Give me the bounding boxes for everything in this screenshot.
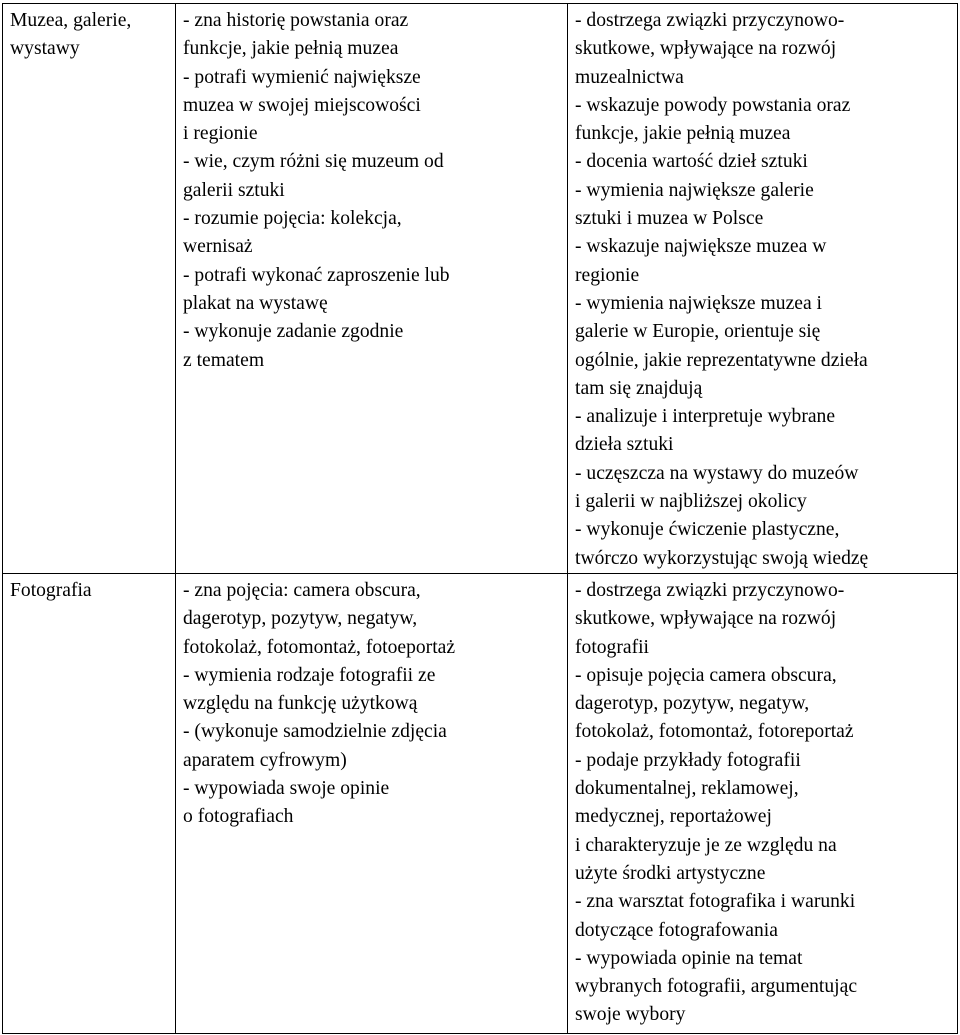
text-line: - wykonuje zadanie zgodnie <box>183 321 404 343</box>
text-line: wernisaż <box>183 236 253 258</box>
text-line: - potrafi wymienić największe <box>183 66 421 88</box>
topic-line: Fotografia <box>10 580 92 601</box>
text-line: o fotografiach <box>183 806 294 828</box>
text-line: - zna warsztat fotografika i warunki <box>575 891 856 913</box>
text-line: i regionie <box>183 123 258 145</box>
table-row <box>3 574 958 1034</box>
text-line: i charakteryzuje je ze względu na <box>575 834 837 856</box>
text-line: - rozumie pojęcia: kolekcja, <box>183 208 402 230</box>
text-line: dagerotyp, pozytyw, negatyw, <box>183 608 418 630</box>
text-line: i galerii w najbliższej okolicy <box>575 491 807 513</box>
text-line: dotyczące fotografowania <box>575 919 778 941</box>
text-line: regionie <box>575 264 640 286</box>
text-line: galerii sztuki <box>183 179 285 201</box>
text-line: - opisuje pojęcia camera obscura, <box>575 664 837 686</box>
text-line: z tematem <box>183 349 265 371</box>
text-line: - wymienia największe galerie <box>575 179 814 201</box>
text-line: muzealnictwa <box>575 66 684 88</box>
text-line: dzieła sztuki <box>575 434 674 456</box>
text-line: - wie, czym różni się muzeum od <box>183 151 444 173</box>
text-line: - uczęszcza na wystawy do muzeów <box>575 462 859 484</box>
text-line: - zna pojęcia: camera obscura, <box>183 580 421 601</box>
text-line: - (wykonuje samodzielnie zdjęcia <box>183 721 447 743</box>
text-line: względu na funkcję użytkową <box>183 693 418 715</box>
basic-requirements-cell <box>176 574 568 1034</box>
text-line: - wypowiada swoje opinie <box>183 778 390 800</box>
text-line: - wymienia rodzaje fotografii ze <box>183 664 436 686</box>
basic-requirements-cell <box>176 4 568 574</box>
text-line: tam się znajdują <box>575 377 703 399</box>
text-line: - wskazuje największe muzea w <box>575 236 827 258</box>
text-line: plakat na wystawę <box>183 292 328 314</box>
topic-line: Muzea, galerie, <box>10 10 132 31</box>
text-line: ogólnie, jakie reprezentatywne dzieła <box>575 349 868 371</box>
text-line: medycznej, reportażowej <box>575 806 772 828</box>
text-line: muzea w swojej miejscowości <box>183 94 421 116</box>
text-line: fotografii <box>575 636 649 658</box>
text-line: galerie w Europie, orientuje się <box>575 321 821 343</box>
text-line: dokumentalnej, reklamowej, <box>575 778 799 800</box>
text-line: twórczo wykorzystując swoją wiedzę <box>575 547 869 569</box>
text-line: dagerotyp, pozytyw, negatyw, <box>575 693 810 715</box>
topic-line: wystawy <box>10 38 80 60</box>
text-line: - analizuje i interpretuje wybrane <box>575 406 836 428</box>
text-line: - podaje przykłady fotografii <box>575 749 801 771</box>
text-line: wybranych fotografii, argumentując <box>575 976 858 998</box>
text-line: skutkowe, wpływające na rozwój <box>575 608 837 630</box>
text-line: - zna historię powstania oraz <box>183 10 409 31</box>
text-line: fotokolaż, fotomontaż, fotoreportaż <box>575 721 854 743</box>
text-line: - wymienia największe muzea i <box>575 292 822 314</box>
topic-cell <box>3 574 176 1034</box>
text-line: - docenia wartość dzieł sztuki <box>575 151 808 173</box>
text-line: funkcje, jakie pełnią muzea <box>575 123 791 145</box>
text-line: swoje wybory <box>575 1004 686 1026</box>
text-line: fotokolaż, fotomontaż, fotoeportaż <box>183 636 456 658</box>
text-line: - dostrzega związki przyczynowo- <box>575 580 845 601</box>
text-line: sztuki i muzea w Polsce <box>575 208 764 230</box>
extended-requirements-cell <box>568 574 958 1034</box>
extended-requirements-cell <box>568 4 958 574</box>
table-row <box>3 4 958 574</box>
text-line: - dostrzega związki przyczynowo- <box>575 10 845 31</box>
text-line: - potrafi wykonać zaproszenie lub <box>183 264 450 286</box>
topic-cell <box>3 4 176 574</box>
text-line: funkcje, jakie pełnią muzea <box>183 38 399 60</box>
curriculum-table <box>2 3 958 1034</box>
text-line: - wypowiada opinie na temat <box>575 947 803 969</box>
text-line: - wykonuje ćwiczenie plastyczne, <box>575 519 840 541</box>
text-line: aparatem cyfrowym) <box>183 749 347 771</box>
text-line: - wskazuje powody powstania oraz <box>575 94 851 116</box>
text-line: użyte środki artystyczne <box>575 862 766 884</box>
text-line: skutkowe, wpływające na rozwój <box>575 38 837 60</box>
